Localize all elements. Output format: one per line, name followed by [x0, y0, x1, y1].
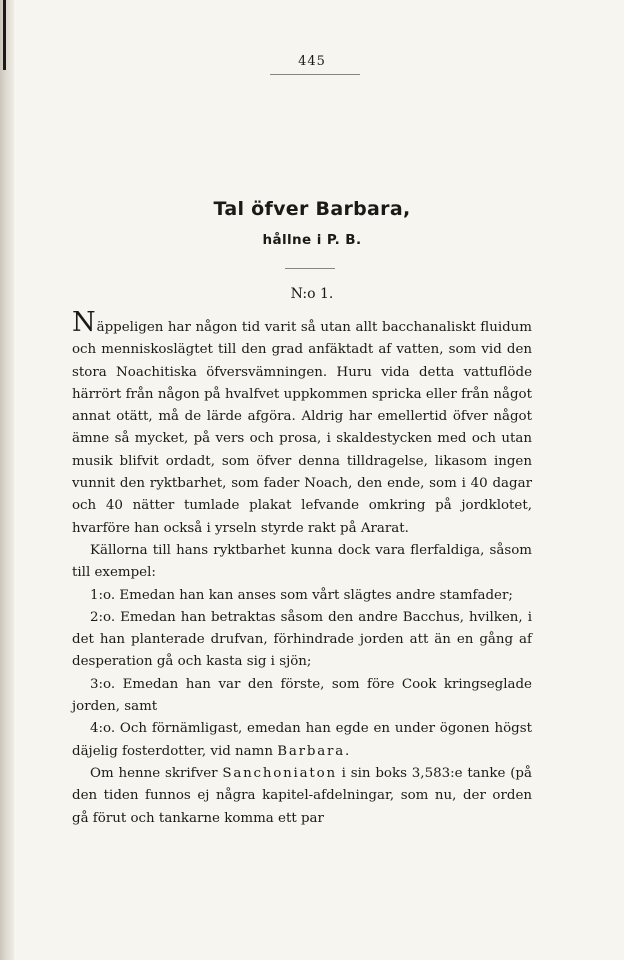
page-title: Tal öfver Barbara, [213, 198, 411, 220]
paragraph-6-end: . [345, 743, 350, 759]
name-sanchoniaton: Sanchoniaton [222, 765, 337, 781]
drop-cap: N [72, 307, 96, 338]
page-number: 445 [298, 54, 326, 69]
body-text [72, 307, 532, 830]
paragraph-6 [72, 718, 532, 763]
page-number-rule [270, 74, 360, 75]
paragraph-6-text: 4:o. Och förnämligast, emedan han egde en under ögonen högst däjelig fosterdotter, vid namn [72, 721, 532, 759]
paragraph-1-text: äppeligen har någon tid varit så utan allt bacchanaliskt fluidum och menniskoslägtet till den grad anfäktadt af vatten, som vid den stora Noachitiska öfversvämningen. Huru vida detta vattuflöde härrört från någon på hvalfvet uppkommen spricka eller från något annat otätt, må de lärde afgöra. Aldrig har emellertid öfver något ämne så mycket, på vers och prosa, i skaldestycken med och utan musik blifvit ordadt, som öfver denna tilldragelse, likasom ingen vunnit den ryktbarhet, som fader Noach, den ende, som i 40 dagar och 40 nätter tumlade plakat lefvande omkring på jordklotet, hvarföre han också i yrseln styrde rakt på Ararat. [72, 320, 532, 536]
name-barbara: Barbara [277, 743, 346, 759]
paragraph-4: 2:o. Emedan han betraktas såsom den andre Bacchus, hvilken, i det han planterade drufvan, förhindrade jorden att än en gång af desperation gå och kasta sig i sjön; [72, 609, 532, 670]
paragraph-7-rest: i sin boks 3,583:e tanke (på den tiden funnos ej några kapitel-afdelningar, som nu, der orden gå förut och tankarne komma ett par [72, 765, 532, 826]
page-binding-edge [0, 0, 14, 960]
paragraph-5: 3:o. Emedan han var den förste, som före Cook kringseglade jorden, samt [72, 676, 532, 715]
paragraph-3: 1:o. Emedan han kan anses som vårt slägtes andre stamfader; [90, 587, 513, 603]
paragraph-7 [72, 763, 532, 830]
page-subtitle: hållne i P. B. [262, 232, 362, 248]
paragraph-2: Källorna till hans ryktbarhet kunna dock vara flerfaldiga, såsom till exempel: [72, 542, 532, 581]
paragraph-7-text: Om henne skrifver [90, 765, 223, 781]
title-divider [285, 268, 335, 269]
section-heading: N:o 1. [290, 286, 334, 302]
paragraph-1 [72, 307, 532, 540]
